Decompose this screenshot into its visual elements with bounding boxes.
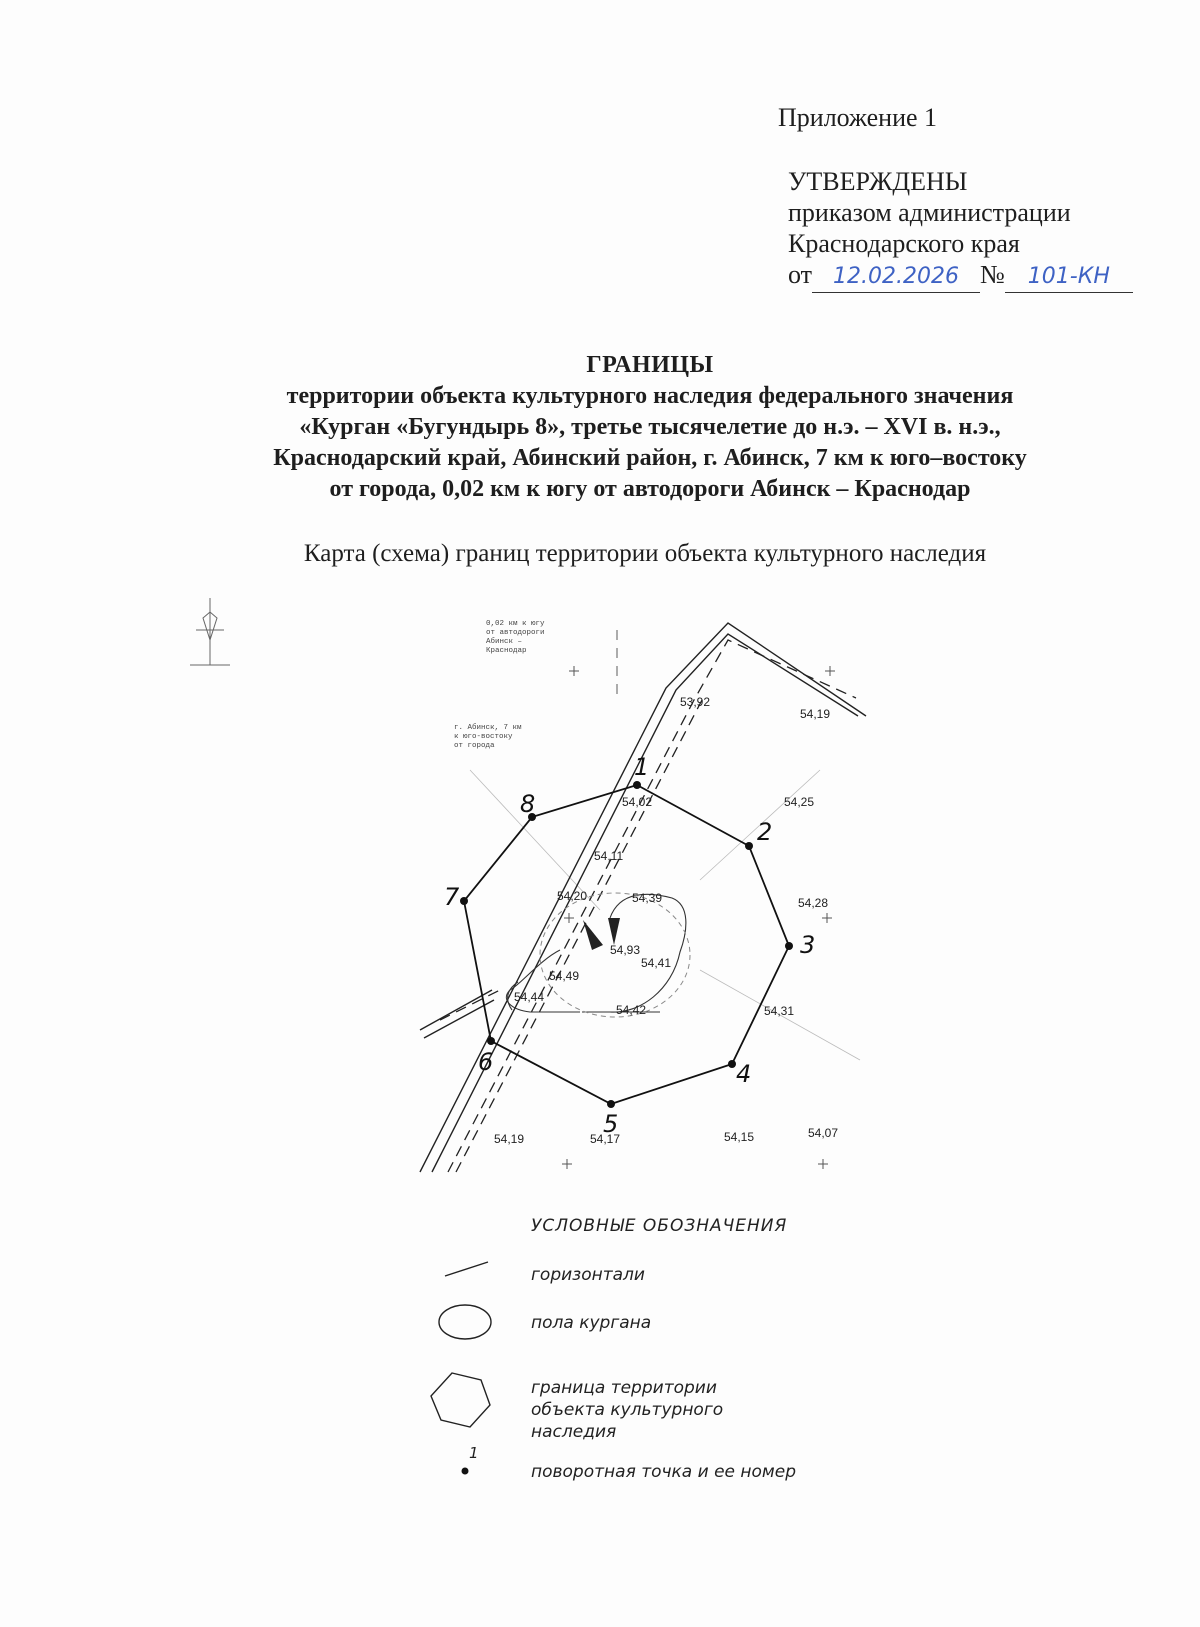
number-sign: №	[980, 260, 1005, 289]
elevation-label: 54,41	[641, 956, 672, 970]
elevation-label: 54,44	[514, 990, 545, 1004]
elevation-label: 54,11	[594, 849, 624, 863]
map-note-line: 0,02 км к югу	[486, 620, 545, 628]
title-line-4: от города, 0,02 км к югу от автодороги Абинск – Краснодар	[329, 476, 971, 502]
turn-point-label-7: 7	[444, 883, 460, 911]
elevation-label: 54,93	[610, 943, 641, 957]
elevation-label: 53,92	[680, 695, 711, 709]
map-note-line: от города	[454, 742, 495, 750]
legend-title: УСЛОВНЫЕ ОБОЗНАЧЕНИЯ	[531, 1216, 788, 1236]
approval-date: 12.02.2026	[812, 261, 980, 293]
elevation-label: 54,20	[557, 889, 588, 903]
title-main: ГРАНИЦЫ	[586, 352, 714, 378]
map-note-line: г. Абинск, 7 км	[454, 724, 522, 732]
turn-point-label-3: 3	[800, 931, 816, 959]
legend-boundary-line-1: граница территории	[531, 1378, 717, 1398]
legend-label-mound: пола кургана	[531, 1313, 652, 1333]
map-note-line: от автодороги	[486, 629, 545, 637]
turn-point-label-8: 8	[520, 790, 536, 818]
elevation-label: 54,49	[549, 969, 580, 983]
elevation-label: 54,15	[724, 1130, 755, 1144]
elevation-label: 54,02	[622, 795, 653, 809]
legend-label-contours: горизонтали	[531, 1265, 645, 1285]
approval-number: 101-КН	[1005, 261, 1133, 293]
legend-contour-symbol	[445, 1262, 488, 1276]
elevation-label: 54,42	[616, 1003, 647, 1017]
elevation-label: 54,31	[764, 1004, 795, 1018]
appendix-label: Приложение 1	[778, 103, 938, 132]
turn-point-label-5: 5	[603, 1110, 619, 1138]
north-arrow-icon	[190, 598, 230, 665]
map-note-line: Краснодар	[486, 647, 527, 655]
legend-label-turn-point: поворотная точка и ее номер	[531, 1462, 796, 1482]
title-line-2: «Курган «Бугундырь 8», третье тысячелетие до н.э. – XVI в. н.э.,	[299, 414, 1001, 440]
approved-line-2: Краснодарского края	[788, 229, 1020, 258]
legend-ellipse-symbol	[439, 1305, 491, 1339]
grid-crosses	[562, 666, 835, 1169]
legend-dot-number: 1	[469, 1444, 479, 1462]
turn-point-label-4: 4	[736, 1060, 752, 1088]
elevation-label: 54,28	[798, 896, 829, 910]
date-prefix: от	[788, 260, 813, 289]
title-line-1: территории объекта культурного наследия федерального значения	[286, 383, 1014, 409]
elevation-label: 54,39	[632, 891, 663, 905]
map-caption: Карта (схема) границ территории объекта культурного наследия	[303, 540, 987, 567]
legend-label-boundary	[531, 1377, 723, 1443]
turn-point-label-1: 1	[634, 753, 650, 781]
approved-line-1: приказом администрации	[788, 198, 1071, 227]
turn-point-label-6: 6	[478, 1048, 494, 1076]
title-line-3: Краснодарский край, Абинский район, г. Абинск, 7 км к юго–востоку	[273, 445, 1027, 471]
map-note-left	[454, 723, 522, 750]
map-note-line: Абинск –	[486, 638, 523, 646]
legend-boundary-line-2: объекта культурного	[531, 1400, 724, 1420]
map-note-top	[486, 620, 545, 655]
map-note-line: к юго-востоку	[454, 733, 513, 741]
legend-boundary-line-3: наследия	[531, 1422, 617, 1442]
elevation-label: 54,25	[784, 795, 815, 809]
approved-title: УТВЕРЖДЕНЫ	[788, 167, 968, 196]
elevation-marks	[494, 695, 838, 1146]
elevation-label: 54,19	[494, 1132, 525, 1146]
elevation-label: 54,19	[800, 707, 831, 721]
legend-octagon-symbol	[431, 1373, 490, 1427]
turn-point-label-2: 2	[757, 818, 773, 846]
legend-dot-symbol	[462, 1468, 469, 1475]
elevation-label: 54,17	[590, 1132, 621, 1146]
elevation-label: 54,07	[808, 1126, 839, 1140]
